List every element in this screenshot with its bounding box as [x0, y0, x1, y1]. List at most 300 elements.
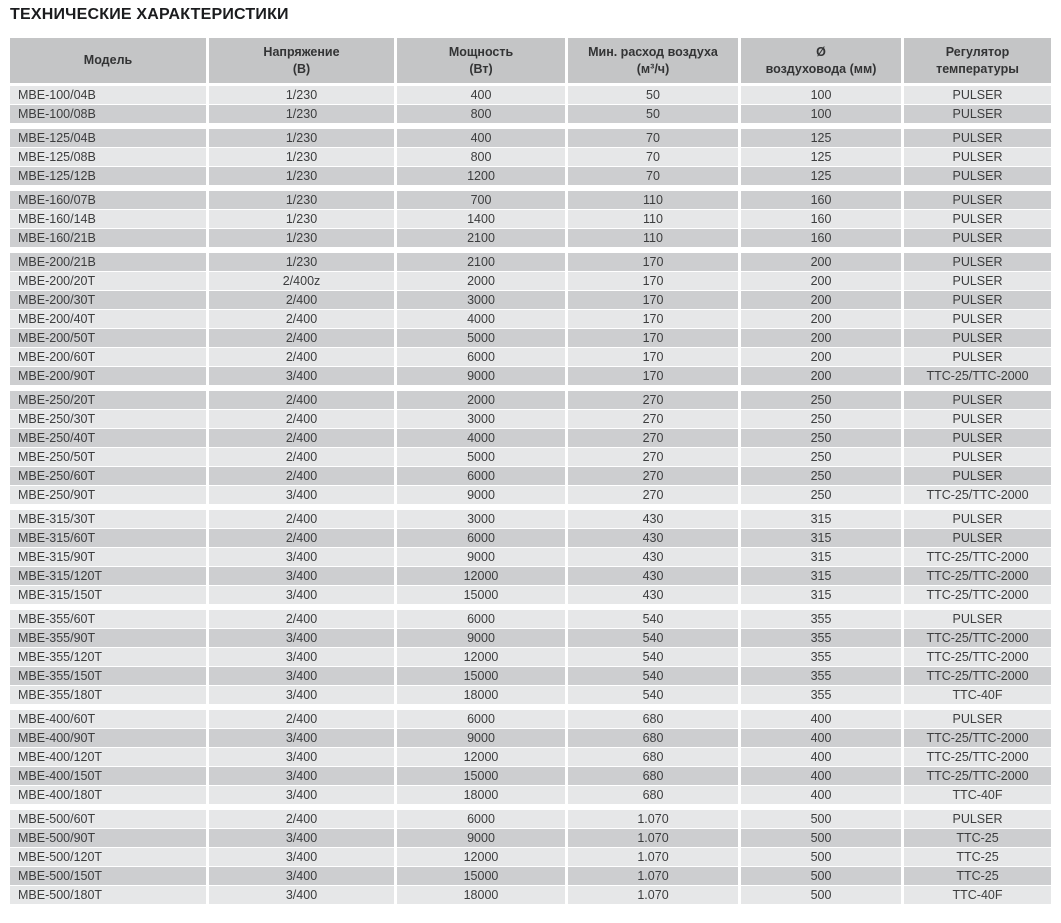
model-group	[10, 253, 1051, 385]
cell-diameter: 355	[741, 629, 901, 647]
cell-voltage: 2/400	[209, 348, 394, 366]
cell-airflow: 430	[568, 529, 738, 547]
table-row	[10, 586, 1051, 604]
cell-power: 5000	[397, 329, 565, 347]
cell-diameter: 500	[741, 886, 901, 904]
cell-diameter: 315	[741, 510, 901, 528]
cell-voltage: 3/400	[209, 867, 394, 885]
cell-power: 15000	[397, 867, 565, 885]
table-row	[10, 529, 1051, 547]
cell-airflow: 430	[568, 567, 738, 585]
cell-regulator: PULSER	[904, 810, 1051, 828]
cell-airflow: 270	[568, 486, 738, 504]
cell-voltage: 3/400	[209, 829, 394, 847]
cell-diameter: 315	[741, 586, 901, 604]
cell-diameter: 400	[741, 786, 901, 804]
column-header-regulator	[904, 38, 1051, 83]
cell-model: MBE-355/120T	[10, 648, 206, 666]
column-header-unit: (В)	[292, 61, 311, 76]
cell-regulator: PULSER	[904, 272, 1051, 290]
cell-regulator: PULSER	[904, 329, 1051, 347]
cell-airflow: 680	[568, 710, 738, 728]
cell-diameter: 400	[741, 710, 901, 728]
cell-model: MBE-400/60T	[10, 710, 206, 728]
cell-voltage: 3/400	[209, 748, 394, 766]
cell-regulator: PULSER	[904, 129, 1051, 147]
cell-power: 18000	[397, 786, 565, 804]
table-row	[10, 767, 1051, 785]
cell-diameter: 355	[741, 667, 901, 685]
cell-voltage: 1/230	[209, 129, 394, 147]
cell-voltage: 1/230	[209, 148, 394, 166]
cell-diameter: 400	[741, 729, 901, 747]
table-row	[10, 810, 1051, 828]
cell-regulator: TTC-25	[904, 848, 1051, 866]
cell-airflow: 270	[568, 391, 738, 409]
cell-airflow: 170	[568, 348, 738, 366]
cell-regulator: TTC-25/TTC-2000	[904, 767, 1051, 785]
cell-regulator: PULSER	[904, 348, 1051, 366]
cell-diameter: 355	[741, 610, 901, 628]
table-row	[10, 129, 1051, 147]
cell-airflow: 50	[568, 105, 738, 123]
cell-voltage: 2/400	[209, 448, 394, 466]
cell-voltage: 3/400	[209, 629, 394, 647]
cell-model: MBE-315/90T	[10, 548, 206, 566]
cell-power: 5000	[397, 448, 565, 466]
cell-model: MBE-125/04B	[10, 129, 206, 147]
diameter-symbol: Ø	[816, 44, 826, 59]
table-row	[10, 548, 1051, 566]
cell-airflow: 170	[568, 291, 738, 309]
cell-power: 9000	[397, 486, 565, 504]
cell-diameter: 315	[741, 567, 901, 585]
cell-voltage: 2/400	[209, 467, 394, 485]
cell-regulator: TTC-25/TTC-2000	[904, 748, 1051, 766]
cell-airflow: 540	[568, 629, 738, 647]
model-group	[10, 810, 1051, 904]
cell-diameter: 100	[741, 105, 901, 123]
table-row	[10, 348, 1051, 366]
cell-model: MBE-500/90T	[10, 829, 206, 847]
cell-voltage: 3/400	[209, 848, 394, 866]
cell-diameter: 250	[741, 448, 901, 466]
cell-airflow: 680	[568, 729, 738, 747]
cell-diameter: 200	[741, 310, 901, 328]
cell-regulator: PULSER	[904, 167, 1051, 185]
page-title: ТЕХНИЧЕСКИЕ ХАРАКТЕРИСТИКИ	[10, 6, 289, 23]
cell-voltage: 3/400	[209, 729, 394, 747]
cell-regulator: TTC-25	[904, 829, 1051, 847]
table-row	[10, 886, 1051, 904]
column-header-label: Напряжение	[263, 44, 340, 59]
cell-regulator: TTC-25/TTC-2000	[904, 648, 1051, 666]
cell-voltage: 3/400	[209, 686, 394, 704]
cell-model: MBE-200/20T	[10, 272, 206, 290]
cell-model: MBE-315/120T	[10, 567, 206, 585]
column-header-unit: (Вт)	[469, 61, 493, 76]
cell-diameter: 200	[741, 348, 901, 366]
table-row	[10, 191, 1051, 209]
model-group	[10, 129, 1051, 185]
cell-power: 4000	[397, 310, 565, 328]
cell-voltage: 1/230	[209, 191, 394, 209]
cell-airflow: 270	[568, 429, 738, 447]
cell-voltage: 1/230	[209, 210, 394, 228]
cell-diameter: 500	[741, 867, 901, 885]
cell-airflow: 70	[568, 148, 738, 166]
cell-diameter: 125	[741, 167, 901, 185]
cell-model: MBE-400/180T	[10, 786, 206, 804]
cell-regulator: PULSER	[904, 529, 1051, 547]
cell-voltage: 1/230	[209, 86, 394, 104]
cell-regulator: TTC-25/TTC-2000	[904, 367, 1051, 385]
model-group	[10, 610, 1051, 704]
cell-power: 6000	[397, 529, 565, 547]
cell-airflow: 430	[568, 548, 738, 566]
cell-power: 12000	[397, 567, 565, 585]
cell-power: 800	[397, 148, 565, 166]
table-row	[10, 229, 1051, 247]
table-row	[10, 567, 1051, 585]
cell-airflow: 270	[568, 448, 738, 466]
cell-voltage: 3/400	[209, 367, 394, 385]
table-row	[10, 410, 1051, 428]
table-row	[10, 448, 1051, 466]
cell-diameter: 200	[741, 291, 901, 309]
cell-regulator: PULSER	[904, 448, 1051, 466]
cell-voltage: 3/400	[209, 548, 394, 566]
cell-diameter: 500	[741, 810, 901, 828]
cell-airflow: 540	[568, 686, 738, 704]
cell-airflow: 540	[568, 610, 738, 628]
cell-power: 18000	[397, 886, 565, 904]
cell-regulator: TTC-25/TTC-2000	[904, 567, 1051, 585]
column-header-label: температуры	[936, 61, 1019, 76]
cell-model: MBE-355/60T	[10, 610, 206, 628]
cell-airflow: 170	[568, 272, 738, 290]
cell-regulator: PULSER	[904, 429, 1051, 447]
cell-model: MBE-160/14B	[10, 210, 206, 228]
cell-diameter: 250	[741, 429, 901, 447]
cell-power: 9000	[397, 829, 565, 847]
cell-power: 6000	[397, 467, 565, 485]
cell-regulator: PULSER	[904, 229, 1051, 247]
cell-diameter: 400	[741, 767, 901, 785]
table-row	[10, 729, 1051, 747]
cell-diameter: 160	[741, 210, 901, 228]
cell-airflow: 70	[568, 129, 738, 147]
cell-voltage: 2/400	[209, 291, 394, 309]
cell-airflow: 110	[568, 191, 738, 209]
table-row	[10, 610, 1051, 628]
cell-regulator: PULSER	[904, 210, 1051, 228]
table-row	[10, 148, 1051, 166]
cell-regulator: TTC-25/TTC-2000	[904, 486, 1051, 504]
cell-model: MBE-250/30T	[10, 410, 206, 428]
cell-diameter: 200	[741, 329, 901, 347]
cell-model: MBE-315/30T	[10, 510, 206, 528]
cell-regulator: TTC-40F	[904, 686, 1051, 704]
cell-diameter: 125	[741, 129, 901, 147]
cell-regulator: PULSER	[904, 510, 1051, 528]
cell-diameter: 160	[741, 229, 901, 247]
cell-power: 400	[397, 86, 565, 104]
cell-regulator: PULSER	[904, 410, 1051, 428]
cell-regulator: PULSER	[904, 148, 1051, 166]
column-header-power	[397, 38, 565, 83]
cell-regulator: PULSER	[904, 86, 1051, 104]
cell-voltage: 2/400	[209, 410, 394, 428]
cell-power: 2000	[397, 391, 565, 409]
cell-airflow: 1.070	[568, 886, 738, 904]
column-header-label: Модель	[83, 53, 133, 67]
cell-airflow: 270	[568, 467, 738, 485]
cell-voltage: 2/400	[209, 510, 394, 528]
cell-regulator: TTC-40F	[904, 886, 1051, 904]
cell-model: MBE-500/180T	[10, 886, 206, 904]
cell-model: MBE-160/21B	[10, 229, 206, 247]
table-row	[10, 253, 1051, 271]
cell-power: 4000	[397, 429, 565, 447]
cell-voltage: 1/230	[209, 167, 394, 185]
cell-diameter: 160	[741, 191, 901, 209]
table-row	[10, 391, 1051, 409]
cell-model: MBE-250/90T	[10, 486, 206, 504]
cell-voltage: 3/400	[209, 667, 394, 685]
cell-airflow: 170	[568, 310, 738, 328]
cell-airflow: 270	[568, 410, 738, 428]
cell-power: 12000	[397, 648, 565, 666]
cell-model: MBE-355/90T	[10, 629, 206, 647]
cell-diameter: 250	[741, 391, 901, 409]
spec-table	[10, 38, 1051, 904]
cell-airflow: 170	[568, 329, 738, 347]
cell-power: 9000	[397, 367, 565, 385]
table-row	[10, 167, 1051, 185]
cell-model: MBE-500/120T	[10, 848, 206, 866]
cell-power: 3000	[397, 510, 565, 528]
cell-diameter: 355	[741, 686, 901, 704]
cell-model: MBE-250/20T	[10, 391, 206, 409]
table-row	[10, 291, 1051, 309]
cell-airflow: 540	[568, 648, 738, 666]
cell-power: 2100	[397, 253, 565, 271]
cell-model: MBE-355/150T	[10, 667, 206, 685]
column-header-diameter	[741, 38, 901, 83]
cell-model: MBE-250/40T	[10, 429, 206, 447]
cell-voltage: 2/400	[209, 710, 394, 728]
cell-power: 6000	[397, 810, 565, 828]
cell-diameter: 500	[741, 848, 901, 866]
cell-power: 2100	[397, 229, 565, 247]
cell-voltage: 2/400	[209, 329, 394, 347]
table-row	[10, 748, 1051, 766]
cell-model: MBE-250/50T	[10, 448, 206, 466]
cell-diameter: 200	[741, 367, 901, 385]
cell-diameter: 315	[741, 529, 901, 547]
table-row	[10, 829, 1051, 847]
table-row	[10, 310, 1051, 328]
cell-model: MBE-125/12B	[10, 167, 206, 185]
cell-model: MBE-400/120T	[10, 748, 206, 766]
column-header-unit: (м³/ч)	[636, 61, 670, 76]
column-header-label: Регулятор	[945, 44, 1010, 59]
cell-model: MBE-315/150T	[10, 586, 206, 604]
table-row	[10, 667, 1051, 685]
cell-airflow: 170	[568, 253, 738, 271]
cell-voltage: 2/400z	[209, 272, 394, 290]
cell-regulator: TTC-25/TTC-2000	[904, 586, 1051, 604]
cell-model: MBE-200/21B	[10, 253, 206, 271]
table-row	[10, 486, 1051, 504]
cell-diameter: 200	[741, 253, 901, 271]
cell-power: 18000	[397, 686, 565, 704]
cell-model: MBE-200/50T	[10, 329, 206, 347]
cell-airflow: 1.070	[568, 829, 738, 847]
table-body	[10, 86, 1051, 904]
cell-regulator: PULSER	[904, 310, 1051, 328]
cell-regulator: TTC-25	[904, 867, 1051, 885]
cell-diameter: 100	[741, 86, 901, 104]
table-header-row	[10, 38, 1051, 83]
model-group	[10, 510, 1051, 604]
cell-model: MBE-250/60T	[10, 467, 206, 485]
table-row	[10, 510, 1051, 528]
cell-model: MBE-315/60T	[10, 529, 206, 547]
cell-airflow: 70	[568, 167, 738, 185]
cell-power: 12000	[397, 748, 565, 766]
cell-airflow: 1.070	[568, 867, 738, 885]
cell-voltage: 2/400	[209, 429, 394, 447]
column-header-label: Мощность	[448, 44, 514, 59]
cell-airflow: 50	[568, 86, 738, 104]
cell-power: 15000	[397, 586, 565, 604]
cell-voltage: 2/400	[209, 310, 394, 328]
cell-model: MBE-500/150T	[10, 867, 206, 885]
model-group	[10, 191, 1051, 247]
cell-regulator: PULSER	[904, 105, 1051, 123]
cell-power: 2000	[397, 272, 565, 290]
column-header-label: Мин. расход воздуха	[588, 44, 718, 59]
model-group	[10, 710, 1051, 804]
table-row	[10, 710, 1051, 728]
cell-voltage: 2/400	[209, 810, 394, 828]
cell-voltage: 3/400	[209, 567, 394, 585]
cell-power: 700	[397, 191, 565, 209]
cell-model: MBE-355/180T	[10, 686, 206, 704]
cell-power: 1200	[397, 167, 565, 185]
cell-voltage: 3/400	[209, 767, 394, 785]
cell-airflow: 110	[568, 210, 738, 228]
column-header-voltage	[209, 38, 394, 83]
table-row	[10, 629, 1051, 647]
column-header-unit: воздуховода (мм)	[765, 61, 877, 76]
cell-power: 6000	[397, 348, 565, 366]
cell-airflow: 680	[568, 786, 738, 804]
table-row	[10, 367, 1051, 385]
table-row	[10, 86, 1051, 104]
cell-power: 12000	[397, 848, 565, 866]
table-row	[10, 648, 1051, 666]
table-row	[10, 848, 1051, 866]
cell-airflow: 110	[568, 229, 738, 247]
cell-voltage: 1/230	[209, 253, 394, 271]
cell-power: 3000	[397, 291, 565, 309]
cell-regulator: PULSER	[904, 191, 1051, 209]
cell-airflow: 680	[568, 748, 738, 766]
cell-power: 400	[397, 129, 565, 147]
cell-power: 3000	[397, 410, 565, 428]
cell-voltage: 3/400	[209, 786, 394, 804]
cell-diameter: 500	[741, 829, 901, 847]
table-row	[10, 272, 1051, 290]
cell-diameter: 400	[741, 748, 901, 766]
cell-regulator: TTC-25/TTC-2000	[904, 729, 1051, 747]
column-header-model	[10, 38, 206, 83]
table-row	[10, 467, 1051, 485]
cell-diameter: 250	[741, 410, 901, 428]
cell-voltage: 2/400	[209, 529, 394, 547]
cell-model: MBE-100/08B	[10, 105, 206, 123]
cell-model: MBE-200/90T	[10, 367, 206, 385]
cell-model: MBE-200/40T	[10, 310, 206, 328]
cell-model: MBE-400/90T	[10, 729, 206, 747]
cell-voltage: 3/400	[209, 586, 394, 604]
cell-power: 9000	[397, 629, 565, 647]
cell-regulator: PULSER	[904, 467, 1051, 485]
cell-airflow: 680	[568, 767, 738, 785]
cell-regulator: PULSER	[904, 253, 1051, 271]
cell-regulator: PULSER	[904, 610, 1051, 628]
cell-airflow: 540	[568, 667, 738, 685]
table-row	[10, 786, 1051, 804]
cell-regulator: TTC-40F	[904, 786, 1051, 804]
cell-airflow: 170	[568, 367, 738, 385]
table-row	[10, 329, 1051, 347]
cell-voltage: 2/400	[209, 391, 394, 409]
model-group	[10, 86, 1051, 123]
cell-diameter: 250	[741, 467, 901, 485]
cell-regulator: TTC-25/TTC-2000	[904, 548, 1051, 566]
cell-voltage: 3/400	[209, 486, 394, 504]
table-row	[10, 686, 1051, 704]
table-row	[10, 867, 1051, 885]
table-row	[10, 210, 1051, 228]
cell-regulator: PULSER	[904, 291, 1051, 309]
cell-airflow: 1.070	[568, 848, 738, 866]
cell-voltage: 2/400	[209, 610, 394, 628]
cell-airflow: 430	[568, 510, 738, 528]
cell-regulator: TTC-25/TTC-2000	[904, 629, 1051, 647]
cell-voltage: 3/400	[209, 886, 394, 904]
cell-regulator: TTC-25/TTC-2000	[904, 667, 1051, 685]
cell-model: MBE-500/60T	[10, 810, 206, 828]
cell-voltage: 1/230	[209, 229, 394, 247]
table-row	[10, 429, 1051, 447]
cell-power: 9000	[397, 729, 565, 747]
cell-power: 15000	[397, 767, 565, 785]
cell-voltage: 3/400	[209, 648, 394, 666]
cell-power: 1400	[397, 210, 565, 228]
cell-airflow: 430	[568, 586, 738, 604]
cell-power: 800	[397, 105, 565, 123]
cell-model: MBE-160/07B	[10, 191, 206, 209]
cell-regulator: PULSER	[904, 391, 1051, 409]
model-group	[10, 391, 1051, 504]
column-header-airflow	[568, 38, 738, 83]
cell-diameter: 250	[741, 486, 901, 504]
